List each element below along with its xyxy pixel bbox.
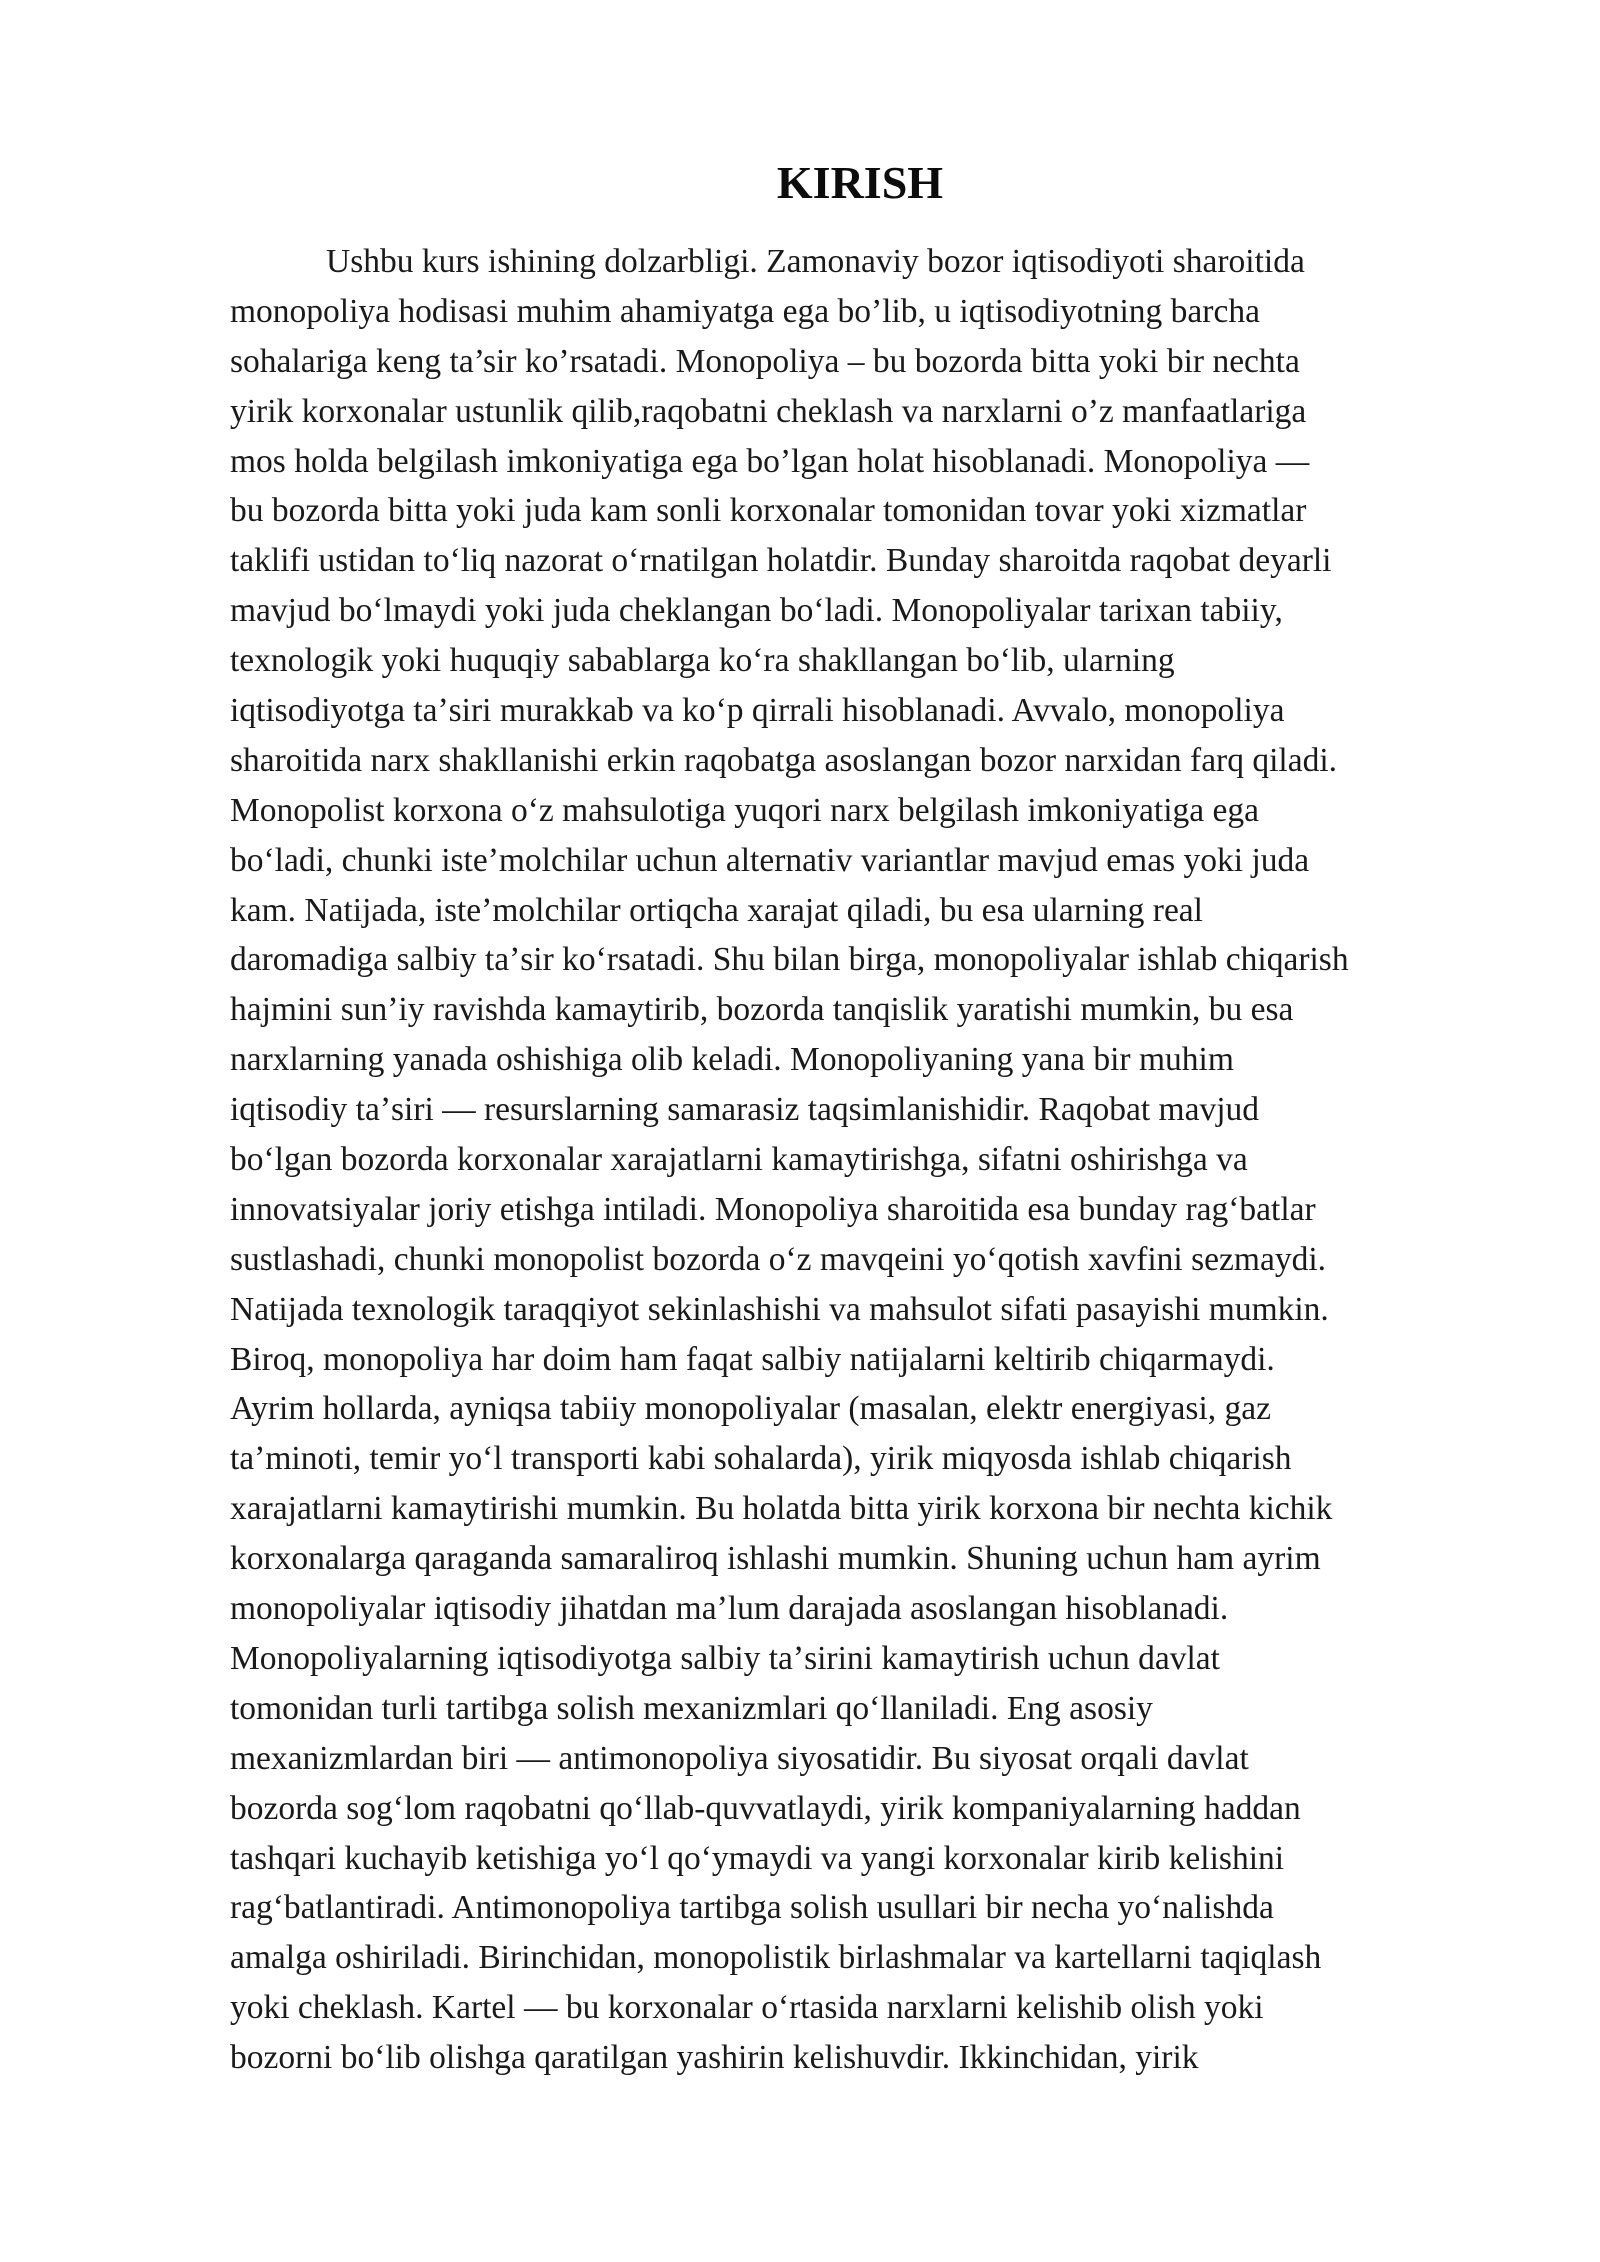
text-line: yoki cheklash. Kartel — bu korxonalar oʻrtasida narxlarni kelishib olish yoki bbox=[230, 1989, 1264, 2027]
text-line: Natijada texnologik taraqqiyot sekinlashishi va mahsulot sifati pasayishi mumkin. bbox=[230, 1290, 1329, 1328]
text-line: mexanizmlardan biri — antimonopoliya siyosatidir. Bu siyosat orqali davlat bbox=[230, 1739, 1249, 1777]
text-line: hajmini sunʼiy ravishda kamaytirib, bozorda tanqislik yaratishi mumkin, bu esa bbox=[230, 991, 1294, 1029]
text-line: korxonalarga qaraganda samaraliroq ishlashi mumkin. Shuning uchun ham ayrim bbox=[230, 1540, 1321, 1578]
text-line: mos holda belgilash imkoniyatiga ega bo’lgan holat hisoblanadi. Monopoliya — bbox=[230, 442, 1310, 480]
body-paragraph bbox=[230, 237, 1530, 2083]
text-line: iqtisodiyotga taʼsiri murakkab va koʻp qirrali hisoblanadi. Avvalo, monopoliya bbox=[230, 692, 1285, 730]
text-line: tashqari kuchayib ketishiga yoʻl qoʻymaydi va yangi korxonalar kirib kelishini bbox=[230, 1839, 1285, 1877]
text-line: Ayrim hollarda, ayniqsa tabiiy monopoliyalar (masalan, elektr energiyasi, gaz bbox=[230, 1390, 1271, 1428]
text-line: bozorda sogʻlom raqobatni qoʻllab-quvvatlaydi, yirik kompaniyalarning haddan bbox=[230, 1789, 1301, 1827]
text-line: amalga oshiriladi. Birinchidan, monopolistik birlashmalar va kartellarni taqiqlash bbox=[230, 1939, 1322, 1977]
text-line: sohalariga keng ta’sir ko’rsatadi. Monopoliya – bu bozorda bitta yoki bir nechta bbox=[230, 342, 1300, 380]
text-line: taklifi ustidan toʻliq nazorat oʻrnatilgan holatdir. Bunday sharoitda raqobat deyarli bbox=[230, 542, 1332, 580]
text-line: monopoliya hodisasi muhim ahamiyatga ega bo’lib, u iqtisodiyotning barcha bbox=[230, 292, 1260, 330]
text-line: innovatsiyalar joriy etishga intiladi. Monopoliya sharoitida esa bunday ragʻbatlar bbox=[230, 1190, 1316, 1228]
text-line: Monopoliyalarning iqtisodiyotga salbiy taʼsirini kamaytirish uchun davlat bbox=[230, 1639, 1220, 1677]
text-line: monopoliyalar iqtisodiy jihatdan maʼlum darajada asoslangan hisoblanadi. bbox=[230, 1590, 1229, 1628]
text-line: Monopolist korxona oʻz mahsulotiga yuqori narx belgilash imkoniyatiga ega bbox=[230, 791, 1259, 829]
text-line: xarajatlarni kamaytirishi mumkin. Bu holatda bitta yirik korxona bir nechta kichik bbox=[230, 1490, 1333, 1528]
text-line: taʼminoti, temir yoʻl transporti kabi sohalarda), yirik miqyosda ishlab chiqarish bbox=[230, 1440, 1292, 1478]
text-line: bozorni boʻlib olishga qaratilgan yashirin kelishuvdir. Ikkinchidan, yirik bbox=[230, 2039, 1199, 2077]
page-title: KIRISH bbox=[776, 157, 944, 208]
text-line: texnologik yoki huquqiy sabablarga koʻra shakllangan boʻlib, ularning bbox=[230, 642, 1175, 680]
text-line: sustlashadi, chunki monopolist bozorda oʻz mavqeini yoʻqotish xavfini sezmaydi. bbox=[230, 1240, 1326, 1278]
text-line: yirik korxonalar ustunlik qilib,raqobatni cheklash va narxlarni o’z manfaatlariga bbox=[230, 392, 1307, 430]
text-line: boʻlgan bozorda korxonalar xarajatlarni kamaytirishga, sifatni oshirishga va bbox=[230, 1141, 1248, 1179]
text-line: mavjud boʻlmaydi yoki juda cheklangan boʻladi. Monopoliyalar tarixan tabiiy, bbox=[230, 592, 1283, 630]
text-line: iqtisodiy taʼsiri — resurslarning samarasiz taqsimlanishidir. Raqobat mavjud bbox=[230, 1091, 1260, 1129]
text-line: narxlarning yanada oshishiga olib keladi. Monopoliyaning yana bir muhim bbox=[230, 1041, 1234, 1079]
text-line: ragʻbatlantiradi. Antimonopoliya tartibga solish usullari bir necha yoʻnalishda bbox=[230, 1889, 1274, 1927]
text-line: daromadiga salbiy taʼsir koʻrsatadi. Shu bilan birga, monopoliyalar ishlab chiqarish bbox=[230, 941, 1349, 979]
text-line: Ushbu kurs ishining dolzarbligi. Zamonaviy bozor iqtisodiyoti sharoitida bbox=[326, 243, 1305, 280]
text-line: boʻladi, chunki isteʼmolchilar uchun alternativ variantlar mavjud emas yoki juda bbox=[230, 841, 1310, 879]
text-line: bu bozorda bitta yoki juda kam sonli korxonalar tomonidan tovar yoki xizmatlar bbox=[230, 492, 1307, 530]
text-line: kam. Natijada, isteʼmolchilar ortiqcha xarajat qiladi, bu esa ularning real bbox=[230, 891, 1203, 929]
text-line: tomonidan turli tartibga solish mexanizmlari qoʻllaniladi. Eng asosiy bbox=[230, 1689, 1153, 1727]
text-line: sharoitida narx shakllanishi erkin raqobatga asoslangan bozor narxidan farq qiladi. bbox=[230, 741, 1338, 779]
text-line: Biroq, monopoliya har doim ham faqat salbiy natijalarni keltirib chiqarmaydi. bbox=[230, 1340, 1275, 1378]
